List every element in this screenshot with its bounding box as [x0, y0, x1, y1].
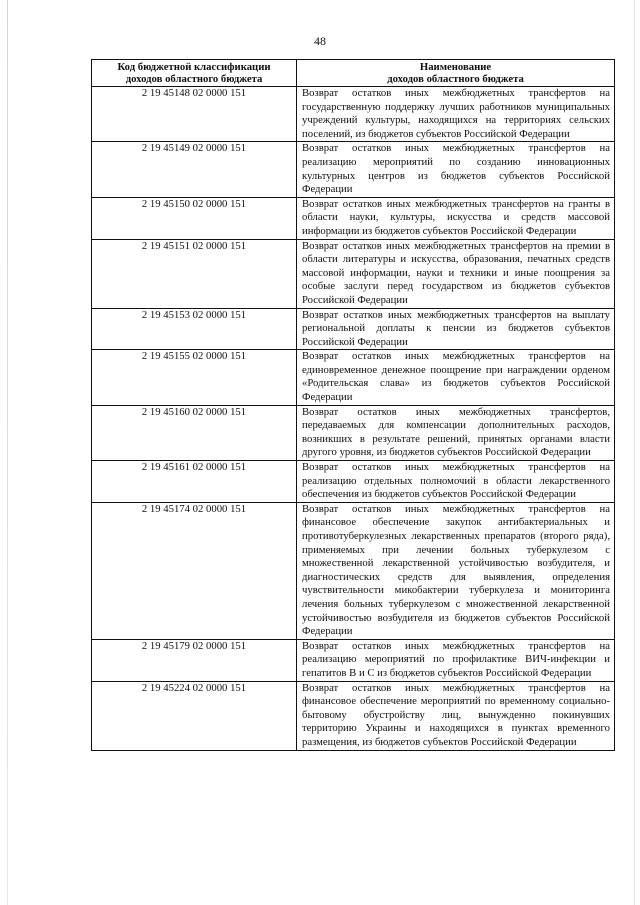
classification-code: 2 19 45224 02 0000 151	[92, 681, 297, 750]
revenue-name: Возврат остатков иных межбюджетных трансфертов на реализацию мероприятий по профилактике ВИЧ-инфекции и гепатитов B и C из бюджетов субъектов Российской Федерации	[297, 639, 615, 681]
page-number: 48	[314, 34, 326, 48]
code-header-line2: доходов областного бюджета	[125, 73, 263, 85]
revenue-name: Возврат остатков иных межбюджетных трансфертов на финансовое обеспечение мероприятий по временному социально-бытовому обустройству лиц, вынужденно покинувших территорию Украины и находящихся в пунктах временного размещения, из бюджетов субъектов Российской Федерации	[297, 681, 615, 750]
revenue-name: Возврат остатков иных межбюджетных трансфертов, передаваемых для компенсации дополнительных расходов, возникших в результате решений, принятых органами власти другого уровня, из бюджетов субъектов Российской Федерации	[297, 405, 615, 460]
classification-code: 2 19 45161 02 0000 151	[92, 461, 297, 503]
name-header-line2: доходов областного бюджета	[387, 73, 524, 85]
code-column-header	[92, 60, 297, 87]
table-row	[92, 502, 615, 639]
revenue-name: Возврат остатков иных межбюджетных трансфертов на государственную поддержку лучших работников муниципальных учреждений культуры, находящихся на территориях сельских поселений, из бюджетов субъектов Российской Федерации	[297, 87, 615, 142]
revenue-name: Возврат остатков иных межбюджетных трансфертов на реализацию мероприятий по созданию инновационных культурных центров из бюджетов субъектов Российской Федерации	[297, 142, 615, 197]
scan-edge	[7, 0, 8, 905]
classification-code: 2 19 45151 02 0000 151	[92, 239, 297, 308]
table-row	[92, 142, 615, 197]
table-row	[92, 461, 615, 503]
classification-code: 2 19 45149 02 0000 151	[92, 142, 297, 197]
revenue-name: Возврат остатков иных межбюджетных трансфертов на финансовое обеспечение закупок антибактериальных и противотуберкулезных лекарственных препаратов (второго ряда), применяемых при лечении больных туберкулезом с множественной лекарственной устойчивостью возбудителя, и диагностических средств для выявления, определения чувствительности микобактерии туберкулеза и мониторинга лечения больных туберкулезом с множественной лекарственной устойчивостью возбудителя из бюджетов субъектов Российской Федерации	[297, 502, 615, 639]
table-row	[92, 639, 615, 681]
revenue-name: Возврат остатков иных межбюджетных трансфертов на гранты в области науки, культуры, искусства и средств массовой информации из бюджетов субъектов Российской Федерации	[297, 197, 615, 239]
table-row	[92, 350, 615, 405]
scan-edge	[634, 0, 635, 905]
table-row	[92, 239, 615, 308]
classification-code: 2 19 45153 02 0000 151	[92, 308, 297, 350]
revenue-name: Возврат остатков иных межбюджетных трансфертов на выплату региональной доплаты к пенсии из бюджетов субъектов Российской Федерации	[297, 308, 615, 350]
table-row	[92, 197, 615, 239]
table-row	[92, 681, 615, 750]
revenue-name: Возврат остатков иных межбюджетных трансфертов на премии в области литературы и искусства, образования, печатных средств массовой информации, науки и техники и иные поощрения за особые заслуги перед государством из бюджетов субъектов Российской Федерации	[297, 239, 615, 308]
revenue-name: Возврат остатков иных межбюджетных трансфертов на единовременное денежное поощрение при награждении орденом «Родительская слава» из бюджетов субъектов Российской Федерации	[297, 350, 615, 405]
classification-code: 2 19 45174 02 0000 151	[92, 502, 297, 639]
code-header-line1: Код бюджетной классификации	[117, 61, 271, 73]
name-column-header	[297, 60, 615, 87]
revenue-name: Возврат остатков иных межбюджетных трансфертов на реализацию отдельных полномочий в области лекарственного обеспечения из бюджетов субъектов Российской Федерации	[297, 461, 615, 503]
table-row	[92, 87, 615, 142]
classification-code: 2 19 45155 02 0000 151	[92, 350, 297, 405]
budget-revenue-table	[91, 59, 615, 751]
table-row	[92, 405, 615, 460]
table-header-row	[92, 60, 615, 87]
classification-code: 2 19 45150 02 0000 151	[92, 197, 297, 239]
name-header-line1: Наименование	[419, 61, 492, 73]
classification-code: 2 19 45148 02 0000 151	[92, 87, 297, 142]
table-row	[92, 308, 615, 350]
classification-code: 2 19 45160 02 0000 151	[92, 405, 297, 460]
classification-code: 2 19 45179 02 0000 151	[92, 639, 297, 681]
